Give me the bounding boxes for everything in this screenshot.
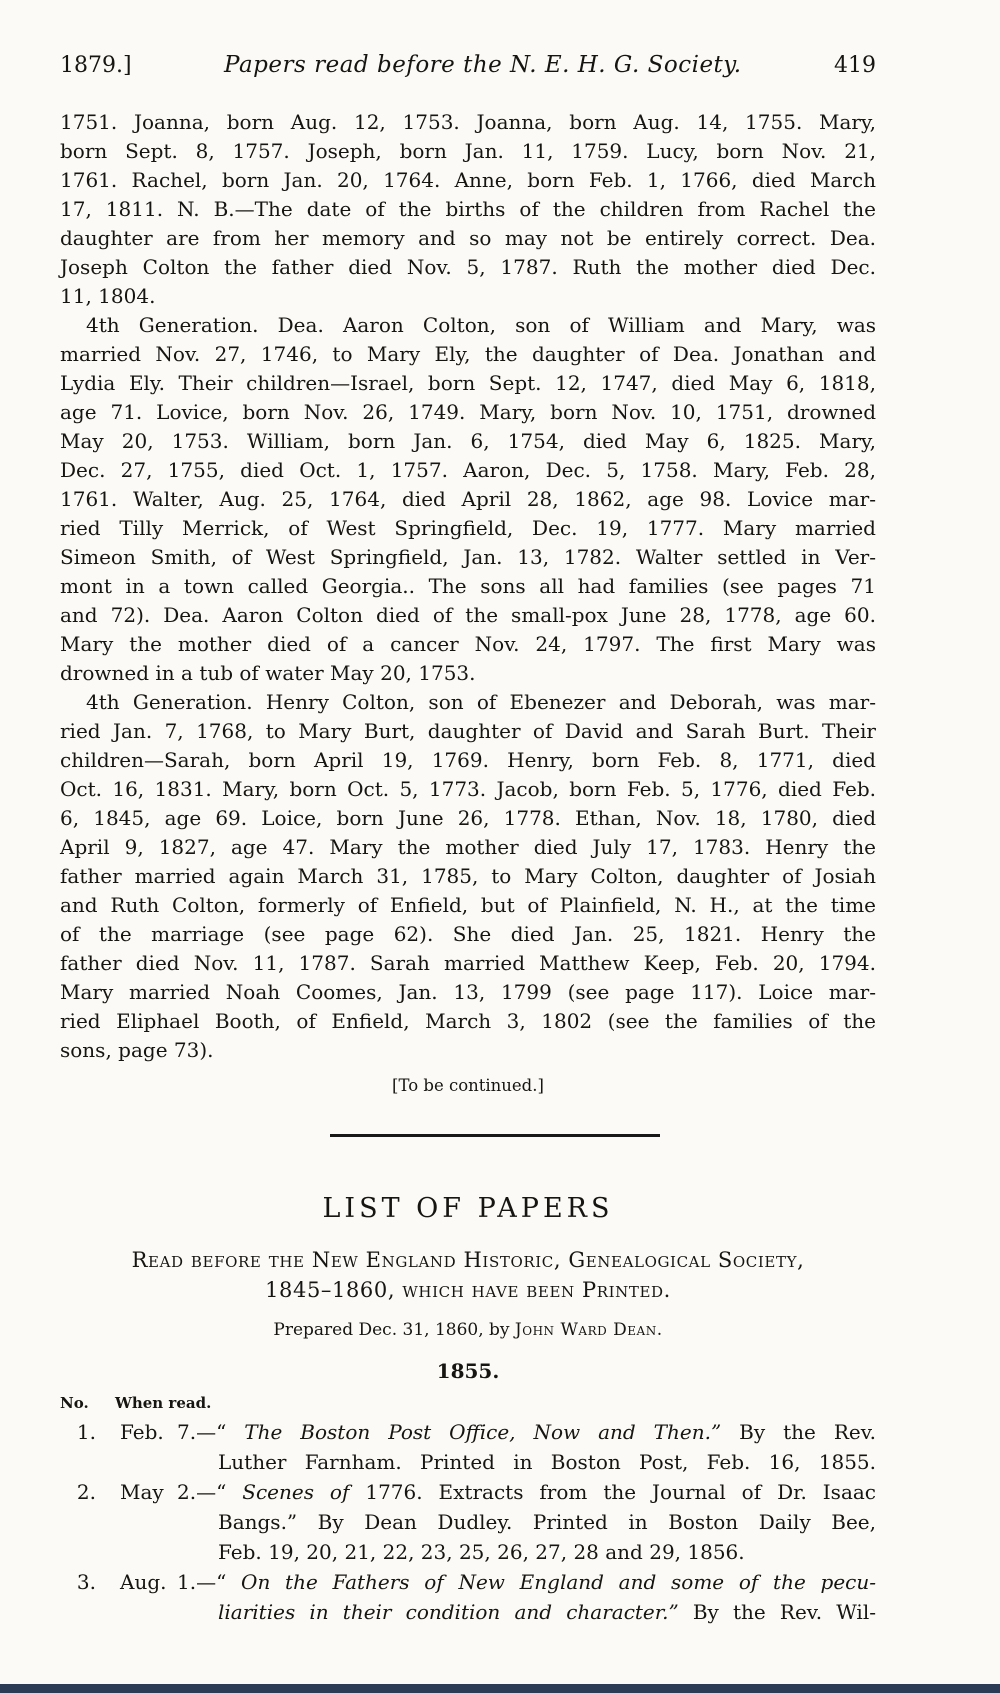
header-year: 1879.] xyxy=(60,53,132,78)
header-title: Papers read before the N. E. H. G. Society. xyxy=(224,52,742,78)
paragraph-colton-children xyxy=(60,108,876,311)
column-header-no: No. xyxy=(60,1394,89,1412)
paragraph-henry-colton xyxy=(60,688,876,1065)
text-line: 11, 1804. xyxy=(60,284,156,308)
text-line: 1761. Walter, Aug. 25, 1764, died April 28, 1862, age 98. Lovice mar- xyxy=(60,487,876,511)
paragraph-aaron-colton xyxy=(60,311,876,688)
text-line: married Nov. 27, 1746, to Mary Ely, the daughter of Dea. Jonathan and xyxy=(60,342,876,366)
year-heading: 1855. xyxy=(436,1359,500,1383)
text-line: and 72). Dea. Aaron Colton died of the small-pox June 28, 1778, age 60. xyxy=(60,603,876,627)
item-line xyxy=(120,1417,876,1447)
list-subtitle-line1: Read before the New England Historic, Genealogical Society, xyxy=(131,1248,805,1272)
item-title-italic: On the Fathers of New England and some of the pecu- xyxy=(241,1570,876,1594)
item-line: Bangs.” By Dean Dudley. Printed in Boston Daily Bee, xyxy=(218,1510,876,1534)
bottom-bar xyxy=(0,1684,1000,1693)
item-body xyxy=(120,1567,876,1627)
text-line: and Ruth Colton, formerly of Enfield, but of Plainfield, N. H., at the time xyxy=(60,893,876,917)
text-line: father died Nov. 11, 1787. Sarah married Matthew Keep, Feb. 20, 1794. xyxy=(60,951,876,975)
text-line: Joseph Colton the father died Nov. 5, 1787. Ruth the mother died Dec. xyxy=(60,255,876,279)
item-title-italic: The Boston Post Office, Now and Then.” xyxy=(244,1420,722,1444)
list-of-papers-title: LIST OF PAPERS xyxy=(322,1193,614,1224)
text-line: age 71. Lovice, born Nov. 26, 1749. Mary, born Nov. 10, 1751, drowned xyxy=(60,400,876,424)
text-line: ried Jan. 7, 1768, to Mary Burt, daughter of David and Sarah Burt. Their xyxy=(60,719,876,743)
text-line: Mary the mother died of a cancer Nov. 24, 1797. The first Mary was xyxy=(60,632,876,656)
item-line xyxy=(120,1477,876,1507)
list-subtitle-line2: 1845–1860, which have been Printed. xyxy=(265,1278,671,1302)
prepared-author: John Ward Dean. xyxy=(514,1320,663,1340)
item-after-title: 1776. Extracts from the Journal of Dr. Isaac xyxy=(349,1480,876,1504)
item-line xyxy=(120,1567,876,1597)
papers-list xyxy=(60,1417,876,1627)
text-line: of the marriage (see page 62). She died Jan. 25, 1821. Henry the xyxy=(60,922,876,946)
prepared-note xyxy=(60,1319,876,1341)
text-line: 4th Generation. Dea. Aaron Colton, son of William and Mary, was xyxy=(86,313,876,337)
text-line: April 9, 1827, age 47. Mary the mother died July 17, 1783. Henry the xyxy=(60,835,876,859)
text-line: children—Sarah, born April 19, 1769. Henry, born Feb. 8, 1771, died xyxy=(60,748,876,772)
text-line: Mary married Noah Coomes, Jan. 13, 1799 (see page 117). Loice mar- xyxy=(60,980,876,1004)
item-month: Aug. xyxy=(120,1570,167,1594)
item-day-dash: 2.—“ xyxy=(177,1480,243,1504)
item-day-dash: 1.—“ xyxy=(177,1570,242,1594)
item-line: Feb. 19, 20, 21, 22, 23, 25, 26, 27, 28 and 29, 1856. xyxy=(218,1540,745,1564)
text-line: Lydia Ely. Their children—Israel, born Sept. 12, 1747, died May 6, 1818, xyxy=(60,371,876,395)
text-line: 1761. Rachel, born Jan. 20, 1764. Anne, born Feb. 1, 1766, died March xyxy=(60,168,876,192)
text-line: 6, 1845, age 69. Loice, born June 26, 1778. Ethan, Nov. 18, 1780, died xyxy=(60,806,876,830)
text-line: mont in a town called Georgia.. The sons all had families (see pages 71 xyxy=(60,574,876,598)
item-number: 2. xyxy=(76,1480,96,1504)
body-text xyxy=(60,108,876,1065)
text-line: sons, page 73). xyxy=(60,1038,214,1062)
page-header xyxy=(60,50,876,81)
column-headers xyxy=(60,1394,876,1412)
text-line: drowned in a tub of water May 20, 1753. xyxy=(60,661,476,685)
header-page-number: 419 xyxy=(833,53,876,78)
text-line: daughter are from her memory and so may not be entirely correct. Dea. xyxy=(60,226,876,250)
text-line: 17, 1811. N. B.—The date of the births of the children from Rachel the xyxy=(60,197,876,221)
text-line: ried Eliphael Booth, of Enfield, March 3, 1802 (see the families of the xyxy=(60,1009,876,1033)
item-number: 1. xyxy=(76,1420,96,1444)
text-line: ried Tilly Merrick, of West Springfield, Dec. 19, 1777. Mary married xyxy=(60,516,876,540)
item-title-italic-continued: liarities in their condition and character.” xyxy=(218,1600,679,1624)
to-be-continued-note: [To be continued.] xyxy=(392,1076,544,1095)
list-item xyxy=(60,1567,876,1627)
item-line xyxy=(120,1597,876,1627)
text-line: 4th Generation. Henry Colton, son of Ebenezer and Deborah, was mar- xyxy=(86,690,876,714)
item-after-title: By the Rev. xyxy=(721,1420,877,1444)
prepared-prefix: Prepared Dec. 31, 1860, by xyxy=(273,1320,515,1340)
item-body xyxy=(120,1477,876,1567)
text-line: May 20, 1753. William, born Jan. 6, 1754, died May 6, 1825. Mary, xyxy=(60,429,876,453)
text-line: Oct. 16, 1831. Mary, born Oct. 5, 1773. Jacob, born Feb. 5, 1776, died Feb. xyxy=(60,777,876,801)
item-after-title: By the Rev. Wil- xyxy=(678,1600,876,1624)
list-item xyxy=(60,1477,876,1567)
item-title-italic: Scenes of xyxy=(242,1480,350,1504)
text-line: Dec. 27, 1755, died Oct. 1, 1757. Aaron, Dec. 5, 1758. Mary, Feb. 28, xyxy=(60,458,876,482)
item-month: May xyxy=(120,1480,164,1504)
text-line: Simeon Smith, of West Springfield, Jan. 13, 1782. Walter settled in Ver- xyxy=(60,545,876,569)
item-day-dash: 7.—“ xyxy=(177,1420,245,1444)
item-line: Luther Farnham. Printed in Boston Post, Feb. 16, 1855. xyxy=(218,1450,876,1474)
item-number: 3. xyxy=(76,1570,96,1594)
section-divider-rule xyxy=(330,1134,660,1137)
item-body xyxy=(120,1417,876,1477)
text-line: 1751. Joanna, born Aug. 12, 1753. Joanna, born Aug. 14, 1755. Mary, xyxy=(60,110,876,134)
item-month: Feb. xyxy=(120,1420,164,1444)
text-line: born Sept. 8, 1757. Joseph, born Jan. 11, 1759. Lucy, born Nov. 21, xyxy=(60,139,876,163)
column-header-when-read: When read. xyxy=(115,1394,212,1412)
document-page xyxy=(60,50,876,1627)
list-item xyxy=(60,1417,876,1477)
text-line: father married again March 31, 1785, to Mary Colton, daughter of Josiah xyxy=(60,864,876,888)
